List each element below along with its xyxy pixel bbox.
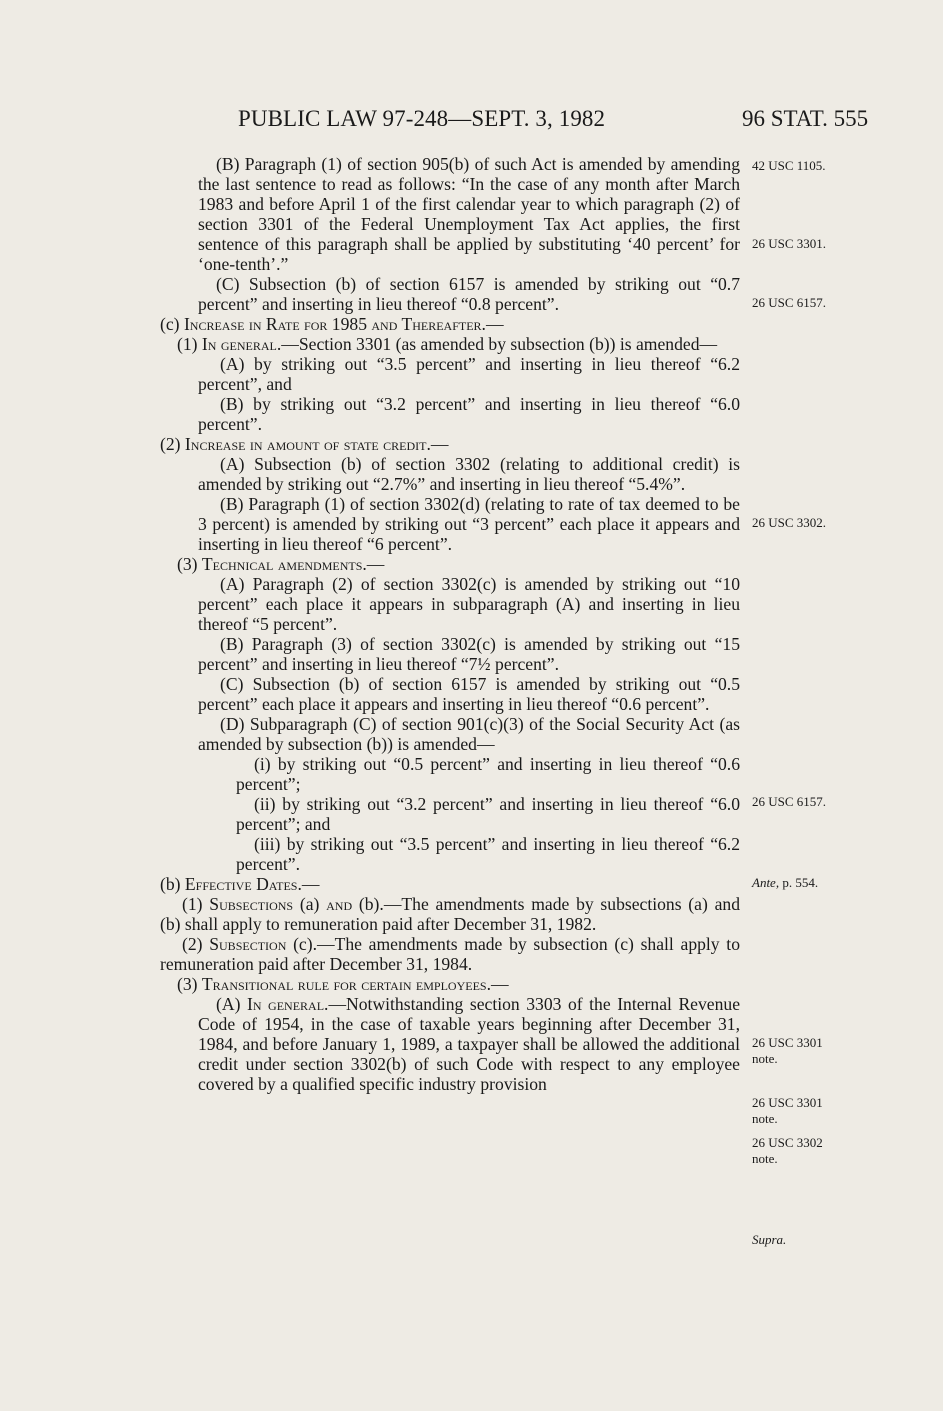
section-heading-c: (c) Increase in Rate for 1985 and Thereafter.— bbox=[160, 314, 504, 334]
margin-note-26usc6157: 26 USC 6157. bbox=[752, 295, 827, 310]
item-c3d-i: (i) by striking out “0.5 percent” and inserting in lieu thereof “0.6 percent”; bbox=[236, 754, 740, 794]
clause-c3d: (D) Subparagraph (C) of section 901(c)(3) of the Social Security Act (as amended by subsection (b)) is amended— bbox=[198, 714, 740, 754]
clause-c2b: (B) Paragraph (1) of section 3302(d) (relating to rate of tax deemed to be 3 percent) is amended by striking out “3 percent” each place it appears and inserting in lieu thereof “6 percent”. bbox=[198, 494, 740, 554]
clause-b3a: (A) In general.—Notwithstanding section 3303 of the Internal Revenue Code of 1954, in the case of taxable years beginning after December 31, 1984, and before January 1, 1989, a taxpayer shall be allowed the additional credit under section 3302(b) of such Code with respect to any employee covered by a qualified specific industry provision bbox=[198, 994, 740, 1094]
margin-note-26usc3302: 26 USC 3302. bbox=[752, 515, 827, 530]
paragraph-c: (C) Subsection (b) of section 6157 is amended by striking out “0.7 percent” and inserting in lieu thereof “0.8 percent”. bbox=[198, 274, 740, 314]
item-c3d-ii: (ii) by striking out “3.2 percent” and inserting in lieu thereof “6.0 percent”; and bbox=[236, 794, 740, 834]
section-heading-b: (b) Effective Dates.— bbox=[160, 874, 320, 894]
margin-note-26usc3302-note: 26 USC 3302 note. bbox=[752, 1135, 823, 1166]
clause-c2a: (A) Subsection (b) of section 3302 (relating to additional credit) is amended by striking out “2.7%” and inserting in lieu thereof “5.4%”. bbox=[198, 454, 740, 494]
clause-c1a: (A) by striking out “3.5 percent” and inserting in lieu thereof “6.2 percent”, and bbox=[198, 354, 740, 394]
margin-note-ante: Ante, p. 554. bbox=[752, 875, 819, 890]
item-c3d-iii: (iii) by striking out “3.5 percent” and inserting in lieu thereof “6.2 percent”. bbox=[236, 834, 740, 874]
subsection-b1: (1) Subsections (a) and (b).—The amendments made by subsections (a) and (b) shall apply to remuneration paid after December 31, 1982. bbox=[160, 894, 740, 934]
subsection-heading-c2: (2) Increase in amount of state credit.— bbox=[160, 434, 449, 454]
margin-note-26usc3301: 26 USC 3301. bbox=[752, 236, 827, 251]
margin-note-42usc1105: 42 USC 1105. bbox=[752, 158, 826, 173]
margin-note-supra: Supra. bbox=[752, 1232, 787, 1247]
margin-note-26usc3301-note-a: 26 USC 3301 note. bbox=[752, 1035, 823, 1066]
clause-c1b: (B) by striking out “3.2 percent” and inserting in lieu thereof “6.0 percent”. bbox=[198, 394, 740, 434]
subsection-b2: (2) Subsection (c).—The amendments made by subsection (c) shall apply to remuneration paid after December 31, 1984. bbox=[160, 934, 740, 974]
margin-note-26usc3301-note-b: 26 USC 3301 note. bbox=[752, 1095, 823, 1126]
clause-c3b: (B) Paragraph (3) of section 3302(c) is amended by striking out “15 percent” and inserting in lieu thereof “7½ percent”. bbox=[198, 634, 740, 674]
subsection-heading-c3: (3) Technical amendments.— bbox=[177, 554, 385, 574]
subsection-heading-c1: (1) In general.—Section 3301 (as amended by subsection (b)) is amended— bbox=[177, 334, 718, 354]
paragraph-b: (B) Paragraph (1) of section 905(b) of such Act is amended by amending the last sentence to read as follows: “In the case of any month after March 1983 and before April 1 of the first calendar year to which paragraph (2) of section 3301 of the Federal Unemployment Tax Act applies, the first sentence of this paragraph shall be applied by substituting ‘40 percent’ for ‘one-tenth’.” bbox=[198, 154, 740, 274]
page-header-title: PUBLIC LAW 97-248—SEPT. 3, 1982 bbox=[238, 106, 606, 131]
clause-c3c: (C) Subsection (b) of section 6157 is amended by striking out “0.5 percent” each place it appears and inserting in lieu thereof “0.6 percent”. bbox=[198, 674, 740, 714]
statute-body bbox=[160, 154, 740, 1094]
margin-note-26usc6157-b: 26 USC 6157. bbox=[752, 794, 827, 809]
clause-c3a: (A) Paragraph (2) of section 3302(c) is amended by striking out “10 percent” each place it appears in subparagraph (A) and inserting in lieu thereof “5 percent”. bbox=[198, 574, 740, 634]
page-header-stat: 96 STAT. 555 bbox=[742, 106, 869, 131]
subsection-heading-b3: (3) Transitional rule for certain employees.— bbox=[177, 974, 509, 994]
